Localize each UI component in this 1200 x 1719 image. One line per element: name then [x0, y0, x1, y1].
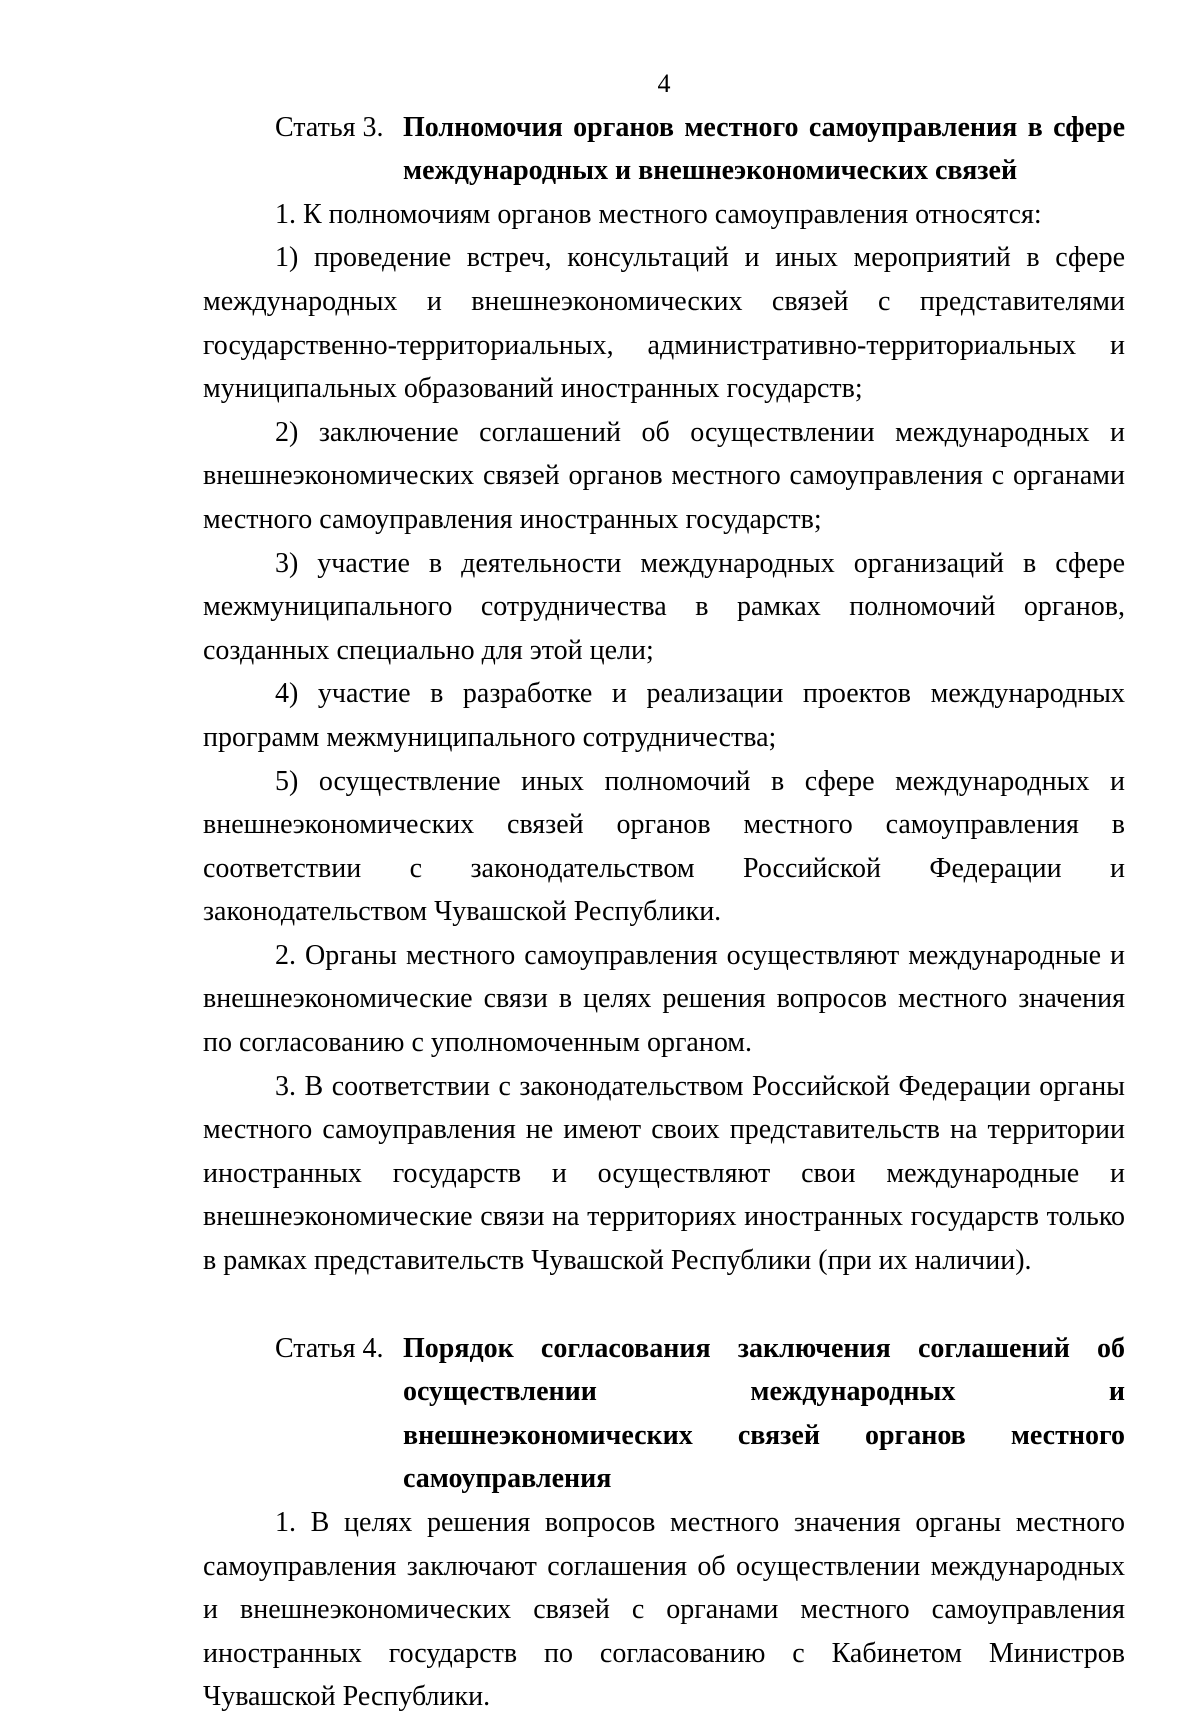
article-3-paragraph: 2) заключение соглашений об осуществлении международных и внешнеэкономических связей органов местного самоуправления с органами местного самоуправления иностранных государств; — [203, 416, 1125, 535]
article-3-paragraph: 1. К полномочиям органов местного самоуправления относятся: — [275, 198, 1042, 230]
article-3-heading — [203, 106, 1125, 193]
page-number: 4 — [657, 69, 671, 98]
article-3-paragraph: 4) участие в разработке и реализации проектов международных программ межмуниципального сотрудничества; — [203, 678, 1125, 753]
article-3-paragraph: 3. В соответствии с законодательством Российской Федерации органы местного самоуправления не имеют своих представительств на территории иностранных государств и осуществляют свои международные и внешнеэкономические связи на территориях иностранных государств только в рамках представительств Чувашской Республики (при их наличии). — [203, 1070, 1125, 1277]
article-4-label: Статья 4. — [275, 1332, 384, 1364]
document-page — [203, 62, 1125, 1719]
article-3-paragraph: 3) участие в деятельности международных организаций в сфере межмуниципального сотрудничества в рамках полномочий органов, созданных специально для этой цели; — [203, 547, 1125, 666]
article-3-paragraph: 5) осуществление иных полномочий в сфере международных и внешнеэкономических связей органов местного самоуправления в соответствии с законодательством Российской Федерации и законодательством Чувашской Республики. — [203, 765, 1125, 928]
article-4-heading — [203, 1327, 1125, 1501]
article-3-paragraph: 1) проведение встреч, консультаций и иных мероприятий в сфере международных и внешнеэкономических связей с представителями государственно-территориальных, административно-территориальных и муниципальных образований иностранных государств; — [203, 242, 1125, 405]
article-3-title: Полномочия органов местного самоуправления в сфере международных и внешнеэкономических связей — [403, 111, 1125, 187]
article-4-title: Порядок согласования заключения соглашений об осуществлении международных и внешнеэкономических связей органов местного самоуправления — [403, 1332, 1125, 1495]
section-spacer — [203, 1283, 1125, 1327]
article-3-paragraph: 2. Органы местного самоуправления осуществляют международные и внешнеэкономические связи в целях решения вопросов местного значения по согласованию с уполномоченным органом. — [203, 939, 1125, 1059]
article-3-label: Статья 3. — [275, 111, 384, 143]
article-4-paragraph: 1. В целях решения вопросов местного значения органы местного самоуправления заключают соглашения об осуществлении международных и внешнеэкономических связей с органами местного самоуправления иностранных государств по согласованию с Кабинетом Министров Чувашской Республики. — [203, 1507, 1125, 1713]
